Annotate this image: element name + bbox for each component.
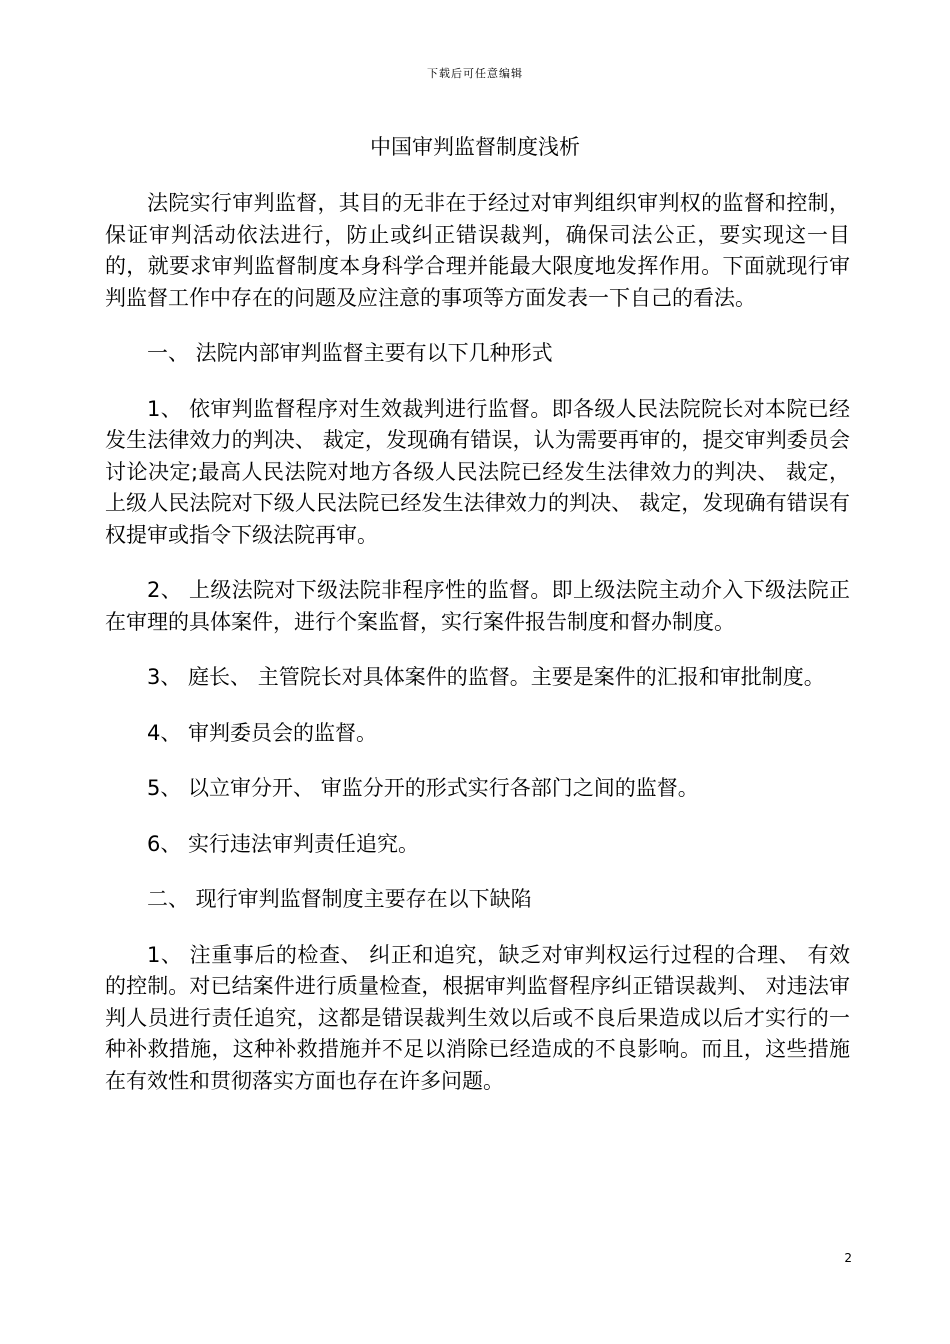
list-item: 2、 上级法院对下级法院非程序性的监督。即上级法院主动介入下级法院正在审理的具体案件，进行个案监督，实行案件报告制度和督办制度。 bbox=[105, 578, 850, 634]
list-item: 1、 依审判监督程序对生效裁判进行监督。即各级人民法院院长对本院已经发生法律效力的判决、 裁定，发现确有错误，认为需要再审的，提交审判委员会讨论决定;最高人民法院对地方各级人民法院已经发生法律效力的判决、 裁定，上级人民法院对下级人民法院已经发生法律效力的判决、 裁定，发现确有错误有权提审或指令下级法院再审。 bbox=[105, 396, 850, 547]
list-item: 6、 实行违法审判责任追究。 bbox=[147, 831, 420, 856]
document-body bbox=[105, 188, 850, 1121]
section-heading-1: 一、 法院内部审判监督主要有以下几种形式 bbox=[147, 341, 553, 365]
document-title: 中国审判监督制度浅析 bbox=[370, 135, 580, 159]
list-item: 4、 审判委员会的监督。 bbox=[147, 720, 378, 745]
section-heading-2: 二、 现行审判监督制度主要存在以下缺陷 bbox=[147, 887, 532, 911]
paragraph-intro: 法院实行审判监督，其目的无非在于经过对审判组织审判权的监督和控制，保证审判活动依法进行，防止或纠正错误裁判，确保司法公正，要实现这一目的，就要求审判监督制度本身科学合理并能最大限度地发挥作用。下面就现行审判监督工作中存在的问题及应注意的事项等方面发表一下自己的看法。 bbox=[105, 191, 850, 310]
header-note: 下载后可任意编辑 bbox=[427, 67, 523, 80]
list-item: 1、 注重事后的检查、 纠正和追究，缺乏对审判权运行过程的合理、 有效的控制。对已结案件进行质量检查，根据审判监督程序纠正错误裁判、 对违法审判人员进行责任追究，这都是错误裁判生效以后或不良后果造成以后才实行的一种补救措施，这种补救措施并不足以消除已经造成的不良影响。而且，这些措施在有效性和贯彻落实方面也存在许多问题。 bbox=[105, 942, 850, 1093]
list-item: 5、 以立审分开、 审监分开的形式实行各部门之间的监督。 bbox=[147, 776, 699, 800]
list-item: 3、 庭长、 主管院长对具体案件的监督。主要是案件的汇报和审批制度。 bbox=[147, 665, 825, 689]
page-number: 2 bbox=[844, 1251, 852, 1265]
